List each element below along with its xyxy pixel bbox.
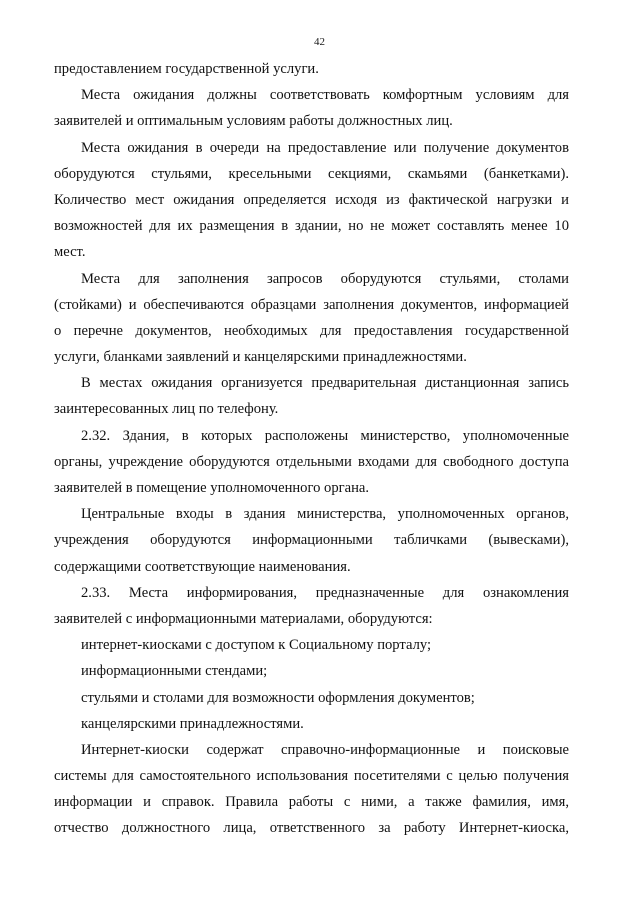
text-line: В местах ожидания организуется предварительная дистанционная запись [81, 375, 569, 392]
text-line: заявителей и оптимальным условиям работы должностных лиц. [54, 113, 453, 130]
text-line: системы для самостоятельного использования посетителями с целью получения [54, 768, 569, 785]
text-line: Места ожидания в очереди на предоставление или получение документов [81, 139, 569, 156]
text-line: мест. [54, 244, 86, 261]
document-body [54, 56, 569, 842]
text-line: содержащими соответствующие наименования. [54, 558, 351, 575]
text-line: заявителей с информационными материалами, оборудуются: [54, 610, 433, 627]
text-line: Количество мест ожидания определяется исходя из фактической нагрузки и [54, 191, 569, 208]
text-line: 2.32. Здания, в которых расположены министерство, уполномоченные [81, 427, 569, 444]
text-line: органы, учреждение оборудуются отдельными входами для свободного доступа [54, 453, 569, 470]
text-line: интернет-киосками с доступом к Социальному порталу; [81, 637, 432, 654]
text-line: заявителей в помещение уполномоченного органа. [54, 480, 370, 496]
text-line: Места ожидания должны соответствовать комфортным условиям для [81, 87, 569, 104]
text-line: отчество должностного лица, ответственного за работу Интернет-киоска, [54, 820, 569, 837]
text-line: предоставлением государственной услуги. [54, 61, 319, 77]
text-line: о перечне документов, необходимых для предоставления государственной [54, 322, 569, 339]
text-line: Центральные входы в здания министерства, уполномоченных органов, [81, 506, 569, 523]
text-line: возможностей для их размещения в здании, но не может составлять менее 10 [54, 218, 569, 235]
page-number: 42 [314, 36, 325, 48]
text-line: Интернет-киоски содержат справочно-информационные и поисковые [81, 741, 569, 758]
text-line: 2.33. Места информирования, предназначенные для ознакомления [81, 584, 569, 601]
text-line: учреждения оборудуются информационными табличками (вывесками), [54, 532, 569, 549]
text-line: оборудуются стульями, кресельными секциями, скамьями (банкетками). [54, 165, 569, 182]
text-line: информационными стендами; [81, 663, 268, 680]
text-line: информации и справок. Правила работы с ними, а также фамилия, имя, [54, 794, 569, 811]
text-line: Места для заполнения запросов оборудуются стульями, столами [81, 270, 569, 287]
text-line: услуги, бланками заявлений и канцелярскими принадлежностями. [54, 349, 467, 366]
text-line: канцелярскими принадлежностями. [81, 715, 304, 732]
text-line: (стойками) и обеспечиваются образцами заполнения документов, информацией [54, 296, 569, 313]
text-line: стульями и столами для возможности оформления документов; [81, 689, 475, 706]
text-line: заинтересованных лиц по телефону. [54, 401, 279, 418]
